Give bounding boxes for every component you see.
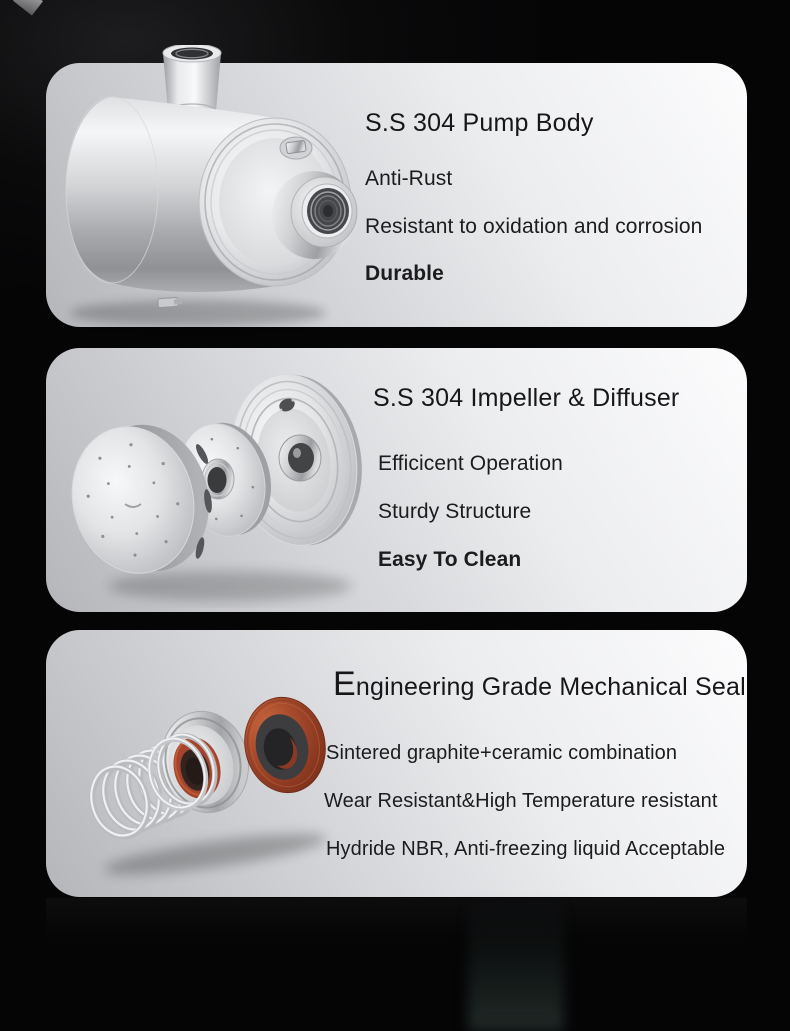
feature-card-mechanical-seal xyxy=(46,630,747,897)
feature-card-pump-body xyxy=(46,63,747,327)
feature-hydride-nbr: Hydride NBR, Anti-freezing liquid Acceptable xyxy=(326,838,726,860)
seal-rubber-seat-ring xyxy=(236,690,334,801)
feature-easy-to-clean: Easy To Clean xyxy=(378,548,522,571)
pump-hex-plug xyxy=(280,137,312,159)
stainless-pump-body-photo xyxy=(48,45,378,337)
card-title-mechanical-seal: Engineering Grade Mechanical Seal xyxy=(333,665,746,703)
impeller-shadow xyxy=(108,571,352,601)
feature-efficient-operation: Efficicent Operation xyxy=(378,452,563,475)
card-title-pump-body: S.S 304 Pump Body xyxy=(365,109,594,137)
feature-card-impeller-diffuser xyxy=(46,348,747,612)
feature-sintered-graphite: Sintered graphite+ceramic combination xyxy=(326,742,678,764)
mechanical-seal-exploded-photo xyxy=(50,674,375,899)
feature-oxidation-resistant: Resistant to oxidation and corrosion xyxy=(365,215,703,238)
pump-outlet-port xyxy=(272,171,357,259)
feature-sturdy-structure: Sturdy Structure xyxy=(378,500,532,523)
corner-highlight-shape xyxy=(13,0,43,15)
feature-durable: Durable xyxy=(365,262,444,285)
pump-shadow xyxy=(70,300,326,326)
feature-anti-rust: Anti-Rust xyxy=(365,167,453,190)
floor-glow-decoration xyxy=(46,898,747,940)
feature-wear-resistant: Wear Resistant&High Temperature resistant xyxy=(324,790,718,812)
card-title-impeller-diffuser: S.S 304 Impeller & Diffuser xyxy=(373,384,680,412)
impeller-diffuser-exploded-photo xyxy=(50,358,375,608)
